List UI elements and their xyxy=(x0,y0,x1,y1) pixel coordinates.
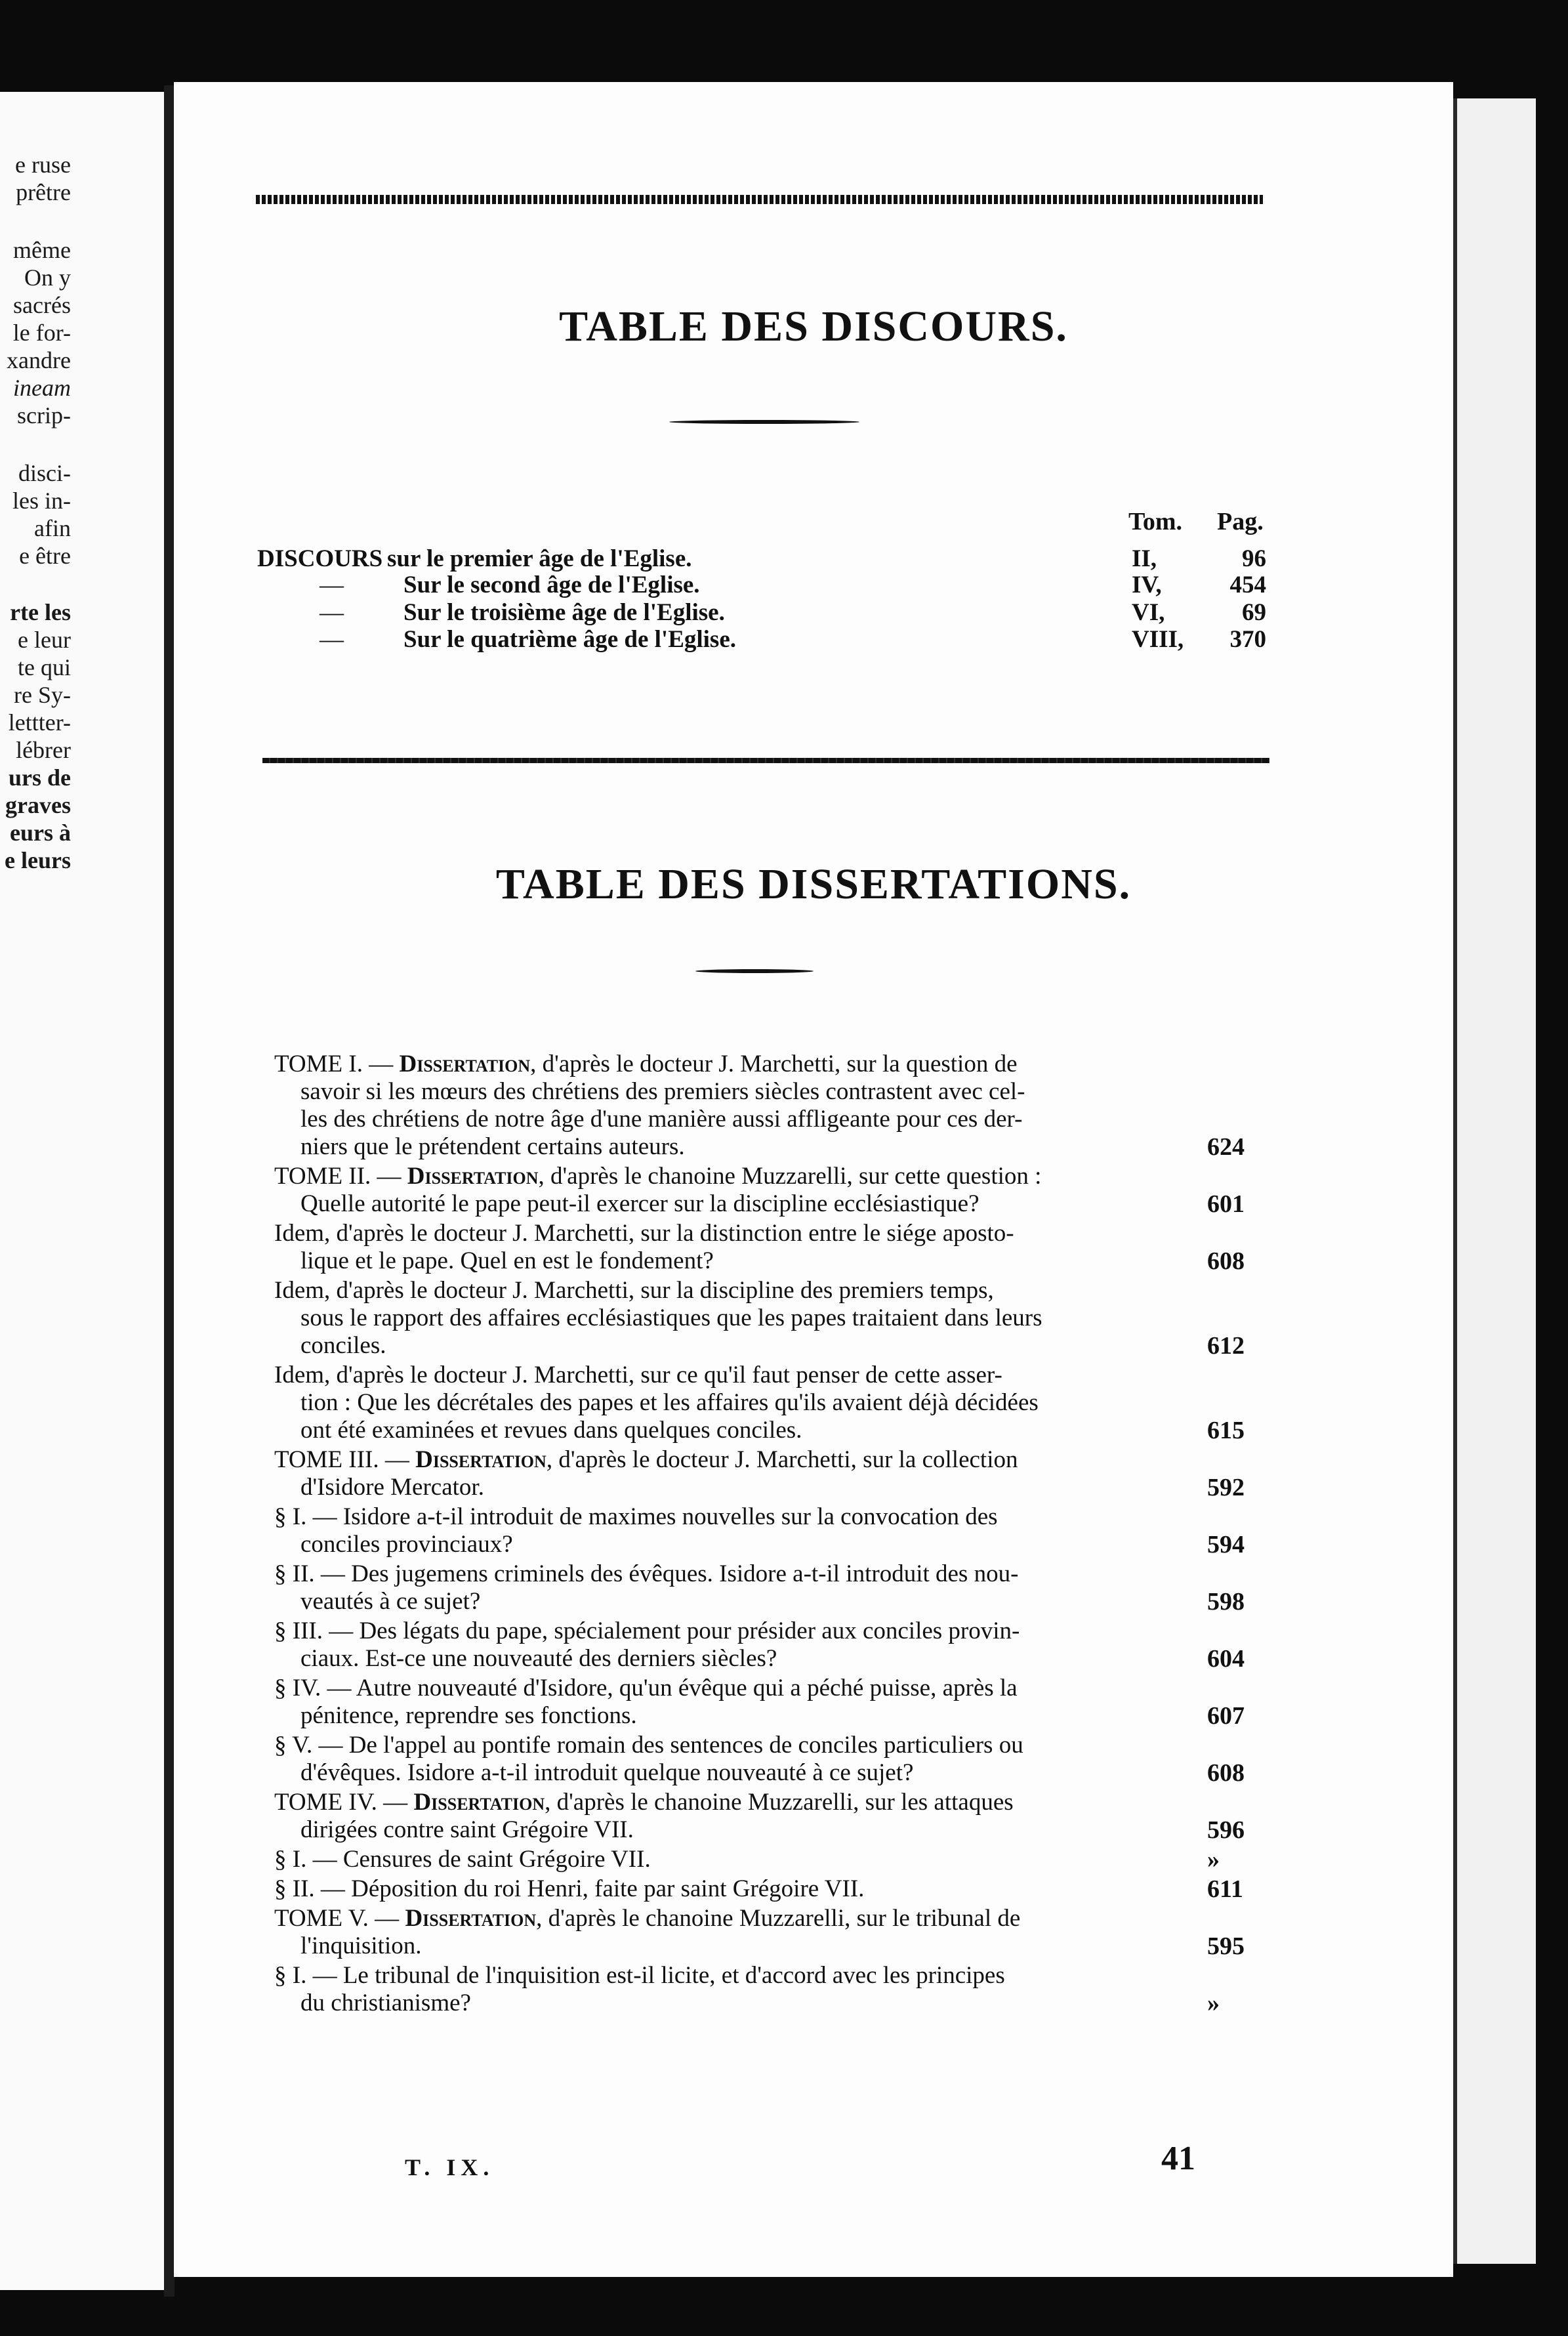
entry-line: § II. — Des jugemens criminels des évêques. Isidore a-t-il introduit des nou- xyxy=(274,1560,1019,1587)
tome-number: VI, xyxy=(1132,599,1165,626)
ditto-dash: — xyxy=(320,572,344,598)
entry-page-number: » xyxy=(1207,1990,1220,2017)
entry-line: sous le rapport des affaires ecclésiastiques que les papes traitaient dans leurs xyxy=(300,1304,1042,1331)
facing-page-text: lettter- xyxy=(8,709,71,736)
ditto-dash: — xyxy=(320,599,344,626)
facing-page-text: eurs à xyxy=(10,820,71,846)
decorative-rule-top xyxy=(256,195,1263,204)
entry-line: conciles. xyxy=(300,1332,386,1359)
entry-page-number: 624 xyxy=(1207,1133,1245,1161)
entry-line: TOME IV. — Dissertation, d'après le chanoine Muzzarelli, sur les attaques xyxy=(274,1789,1014,1816)
discours-title-text: sur le premier âge de l'Eglise. xyxy=(387,545,692,572)
entry-line: Idem, d'après le docteur J. Marchetti, sur la discipline des premiers temps, xyxy=(274,1277,994,1304)
ornament-divider xyxy=(669,420,859,424)
tome-number: II, xyxy=(1132,545,1157,572)
gathering-number: 41 xyxy=(1161,2140,1195,2177)
discours-title-text: Sur le quatrième âge de l'Eglise. xyxy=(403,626,736,653)
entry-line: § III. — Des légats du pape, spécialement pour présider aux conciles provin- xyxy=(274,1617,1020,1644)
entry-page-number: 612 xyxy=(1207,1332,1245,1360)
page-number: 370 xyxy=(1229,626,1266,653)
ditto-dash: — xyxy=(320,626,344,653)
entry-page-number: 607 xyxy=(1207,1702,1245,1730)
entry-line: § I. — Le tribunal de l'inquisition est-il licite, et d'accord avec les principes xyxy=(274,1962,1005,1989)
entry-line: § II. — Déposition du roi Henri, faite par saint Grégoire VII. xyxy=(274,1875,865,1902)
facing-page-text: lébrer xyxy=(16,737,71,763)
facing-page-text: xandre xyxy=(7,347,71,373)
discours-row xyxy=(174,598,1453,627)
facing-page-text: urs de xyxy=(8,764,71,791)
facing-page-text: les in- xyxy=(12,488,71,514)
dissertations-title: TABLE DES DISSERTATIONS. xyxy=(495,860,1132,908)
entry-line: pénitence, reprendre ses fonctions. xyxy=(300,1702,637,1729)
entry-page-number: 604 xyxy=(1207,1645,1245,1673)
entry-page-number: 592 xyxy=(1207,1474,1245,1501)
entry-line: d'Isidore Mercator. xyxy=(300,1474,484,1501)
facing-page-text: afin xyxy=(34,515,71,541)
entry-page-number: 608 xyxy=(1207,1759,1245,1787)
facing-page-text: ineam xyxy=(13,375,71,401)
entry-line: veautés à ce sujet? xyxy=(300,1588,481,1615)
facing-page-text: prêtre xyxy=(16,179,71,205)
entry-line: TOME I. — Dissertation, d'après le docteur J. Marchetti, sur la question de xyxy=(274,1051,1018,1077)
tome-number: IV, xyxy=(1132,572,1162,598)
next-page-edge xyxy=(1453,98,1536,2264)
discours-title: TABLE DES DISCOURS. xyxy=(559,302,1068,350)
facing-page-fragment xyxy=(0,92,164,2290)
page-number: 69 xyxy=(1242,599,1266,626)
entry-line: ciaux. Est-ce une nouveauté des derniers siècles? xyxy=(300,1645,777,1672)
facing-page-text: te qui xyxy=(18,654,71,680)
discours-row xyxy=(174,625,1453,654)
tome-number: VIII, xyxy=(1132,626,1184,653)
page-number: 96 xyxy=(1242,545,1266,572)
col-pag-header: Pag. xyxy=(1217,508,1264,535)
entry-line: Quelle autorité le pape peut-il exercer sur la discipline ecclésiastique? xyxy=(300,1190,980,1217)
facing-page-text: e leur xyxy=(18,627,71,653)
page-number: 454 xyxy=(1229,572,1266,598)
entry-line: § I. — Censures de saint Grégoire VII. xyxy=(274,1846,651,1873)
entry-line: TOME II. — Dissertation, d'après le chanoine Muzzarelli, sur cette question : xyxy=(274,1163,1042,1190)
entry-line: ont été examinées et revues dans quelques conciles. xyxy=(300,1417,802,1444)
entry-page-number: 611 xyxy=(1207,1875,1243,1903)
facing-page-text: e être xyxy=(19,543,71,569)
entry-line: tion : Que les décrétales des papes et les affaires qu'ils avaient déjà décidées xyxy=(300,1389,1039,1416)
discours-label: DISCOURS xyxy=(257,545,383,572)
entry-line: l'inquisition. xyxy=(300,1932,422,1959)
discours-title-text: Sur le second âge de l'Eglise. xyxy=(403,572,700,598)
entry-page-number: » xyxy=(1207,1846,1220,1873)
facing-page-text: sacrés xyxy=(13,292,71,318)
entry-line: § V. — De l'appel au pontife romain des sentences de conciles particuliers ou xyxy=(274,1732,1023,1759)
facing-page-text: rte les xyxy=(10,599,71,625)
facing-page-text: On y xyxy=(24,264,71,291)
entry-page-number: 608 xyxy=(1207,1247,1245,1275)
entry-page-number: 595 xyxy=(1207,1932,1245,1960)
discours-title-text: Sur le troisième âge de l'Eglise. xyxy=(403,599,725,626)
book-gutter xyxy=(164,85,175,2297)
entry-line: conciles provinciaux? xyxy=(300,1531,513,1558)
entry-line: Idem, d'après le docteur J. Marchetti, sur ce qu'il faut penser de cette asser- xyxy=(274,1362,1002,1388)
facing-page-text: e ruse xyxy=(15,152,71,178)
entry-line: Idem, d'après le docteur J. Marchetti, sur la distinction entre le siége aposto- xyxy=(274,1220,1014,1247)
book-page xyxy=(174,82,1453,2277)
ornament-divider xyxy=(695,969,814,973)
entry-line: dirigées contre saint Grégoire VII. xyxy=(300,1816,634,1843)
entry-line: § I. — Isidore a-t-il introduit de maximes nouvelles sur la convocation des xyxy=(274,1503,998,1530)
entry-line: d'évêques. Isidore a-t-il introduit quelque nouveauté à ce sujet? xyxy=(300,1759,914,1786)
facing-page-text: scrip- xyxy=(17,402,71,428)
entry-line: niers que le prétendent certains auteurs. xyxy=(300,1133,685,1160)
entry-line: savoir si les mœurs des chrétiens des premiers siècles contrastent avec cel- xyxy=(300,1078,1025,1105)
facing-page-text: re Sy- xyxy=(14,682,71,708)
entry-line: du christianisme? xyxy=(300,1990,471,2016)
facing-page-text: même xyxy=(13,237,71,263)
entry-line: lique et le pape. Quel en est le fondement? xyxy=(300,1247,714,1274)
entry-line: § IV. — Autre nouveauté d'Isidore, qu'un évêque qui a péché puisse, après la xyxy=(274,1675,1018,1701)
entry-page-number: 594 xyxy=(1207,1531,1245,1558)
entry-page-number: 615 xyxy=(1207,1417,1245,1444)
entry-line: TOME V. — Dissertation, d'après le chanoine Muzzarelli, sur le tribunal de xyxy=(274,1905,1021,1932)
section-rule xyxy=(262,758,1269,763)
facing-page-text: le for- xyxy=(12,320,71,346)
discours-row xyxy=(174,571,1453,600)
discours-row xyxy=(174,545,1453,574)
facing-page-text: graves xyxy=(5,792,71,818)
entry-line: TOME III. — Dissertation, d'après le docteur J. Marchetti, sur la collection xyxy=(274,1446,1018,1473)
signature-mark: T. IX. xyxy=(405,2154,495,2180)
entry-page-number: 598 xyxy=(1207,1588,1245,1616)
entry-line: les des chrétiens de notre âge d'une manière aussi affligeante pour ces der- xyxy=(300,1106,1023,1133)
entry-page-number: 601 xyxy=(1207,1190,1245,1218)
facing-page-text: e leurs xyxy=(5,847,71,873)
facing-page-text: disci- xyxy=(18,460,71,486)
entry-page-number: 596 xyxy=(1207,1816,1245,1844)
col-tom-header: Tom. xyxy=(1128,508,1183,535)
